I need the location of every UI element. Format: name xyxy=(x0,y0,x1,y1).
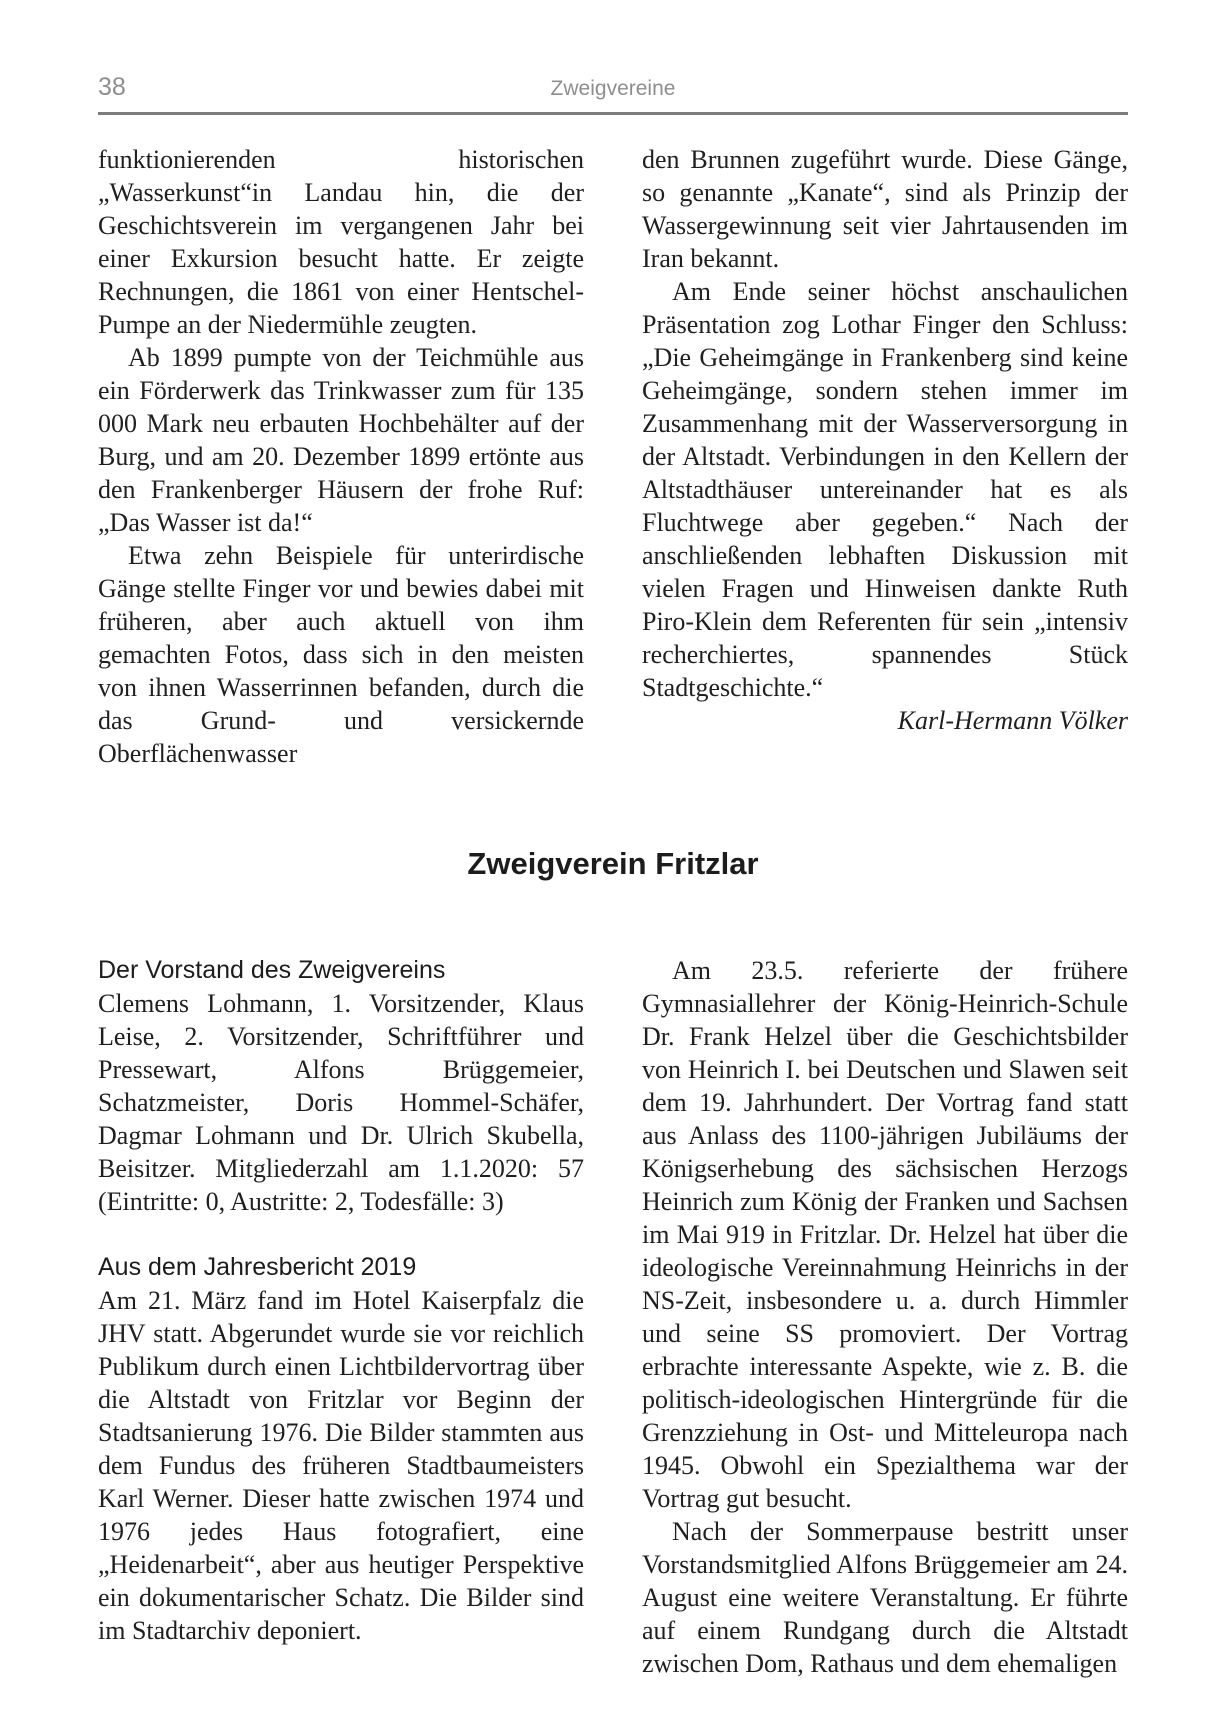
paragraph: Clemens Lohmann, 1. Vorsitzender, Klaus Leise, 2. Vorsitzender, Schriftführer und Pressewart, Alfons Brüggemeier, Schatzmeister, Doris Hommel-Schäfer, Dagmar Lohmann und Dr. Ulrich Skubella, Beisitzer. Mitgliederzahl am 1.1.2020: 57 (Eintritte: 0, Austritte: 2, Todesfälle: 3) xyxy=(98,989,584,1216)
paragraph: funktionierenden historischen „Wasserkunst“in Landau hin, die der Geschichtsverein im vergangenen Jahr bei einer Exkursion besucht hatte. Er zeigte Rechnungen, die 1861 von einer Hentschel-Pumpe an der Niedermühle zeugten. xyxy=(98,145,584,339)
article-frankenberg xyxy=(98,143,1128,770)
paragraph: Am Ende seiner höchst anschaulichen Präsentation zog Lothar Finger den Schluss: „Die Geheimgänge in Frankenberg sind keine Geheimgänge, sondern stehen immer im Zusammenhang mit der Wasserversorgung in der Altstadt. Verbindungen in den Kellern der Altstadthäuser untereinander hat es als Fluchtwege aber gegeben.“ Nach der anschließenden lebhaften Diskussion mit vielen Fragen und Hinweisen dankte Ruth Piro-Klein dem Referenten für sein „intensiv recherchiertes, spannendes Stück Stadtgeschichte.“ xyxy=(642,277,1128,702)
section-title: Zweigverein Fritzlar xyxy=(467,846,759,881)
header-rule xyxy=(98,112,1128,115)
paragraph: Nach der Sommerpause bestritt unser Vorstandsmitglied Alfons Brüggemeier am 24. August eine weitere Veranstaltung. Er führte auf einem Rundgang durch die Altstadt zwischen Dom, Rathaus und dem ehemaligen xyxy=(642,1517,1128,1678)
page-header xyxy=(98,74,1128,118)
paragraph: Ab 1899 pumpte von der Teichmühle aus ein Förderwerk das Trinkwasser zum für 135 000 Mark neu erbauten Hochbehälter auf der Burg, und am 20. Dezember 1899 ertönte aus den Frankenberger Häusern der frohe Ruf: „Das Wasser ist da!“ xyxy=(98,343,584,537)
fritzlar-right-column xyxy=(642,954,1128,1680)
paragraph: Etwa zehn Beispiele für unterirdische Gänge stellte Finger vor und bewies dabei mit früheren, aber auch aktuell von ihm gemachten Fotos, dass sich in den meisten von ihnen Wasserrinnen befanden, durch die das Grund- und versickernde Oberflächenwasser xyxy=(98,541,584,768)
subheading-jahresbericht: Aus dem Jahresbericht 2019 xyxy=(98,1253,417,1281)
running-title: Zweigvereine xyxy=(550,77,676,100)
paragraph: Am 23.5. referierte der frühere Gymnasiallehrer der König-Heinrich-Schule Dr. Frank Helzel über die Geschichtsbilder von Heinrich I. bei Deutschen und Slawen seit dem 19. Jahrhundert. Der Vortrag fand statt aus Anlass des 1100-jährigen Jubiläums der Königserhebung des sächsischen Herzogs Heinrich zum König der Franken und Sachsen im Mai 919 in Fritzlar. Dr. Helzel hat über die ideologische Vereinnahmung Heinrichs in der NS-Zeit, insbesondere u. a. durch Himmler und seine SS promoviert. Der Vortrag erbrachte interessante Aspekte, wie z. B. die politisch-ideologischen Hintergründe für die Grenzziehung in Ost- und Mitteleuropa nach 1945. Obwohl ein Spezialthema war der Vortrag gut besucht. xyxy=(642,956,1128,1513)
article-fritzlar xyxy=(98,954,1128,1680)
frankenberg-left-column xyxy=(98,143,584,770)
fritzlar-left-column xyxy=(98,954,584,1680)
page-content xyxy=(98,143,1128,1680)
page-number: 38 xyxy=(98,73,126,101)
author-signature: Karl-Hermann Völker xyxy=(897,706,1128,735)
frankenberg-right-column xyxy=(642,143,1128,770)
paragraph: den Brunnen zugeführt wurde. Diese Gänge, so genannte „Kanate“, sind als Prinzip der Wassergewinnung seit vier Jahrtausenden im Iran bekannt. xyxy=(642,145,1128,273)
subheading-vorstand: Der Vorstand des Zweigvereins xyxy=(98,956,446,984)
paragraph: Am 21. März fand im Hotel Kaiserpfalz die JHV statt. Abgerundet wurde sie vor reichlich Publikum durch einen Lichtbildervortrag über die Altstadt von Fritzlar vor Beginn der Stadtsanierung 1976. Die Bilder stammten aus dem Fundus des früheren Stadtbaumeisters Karl Werner. Dieser hatte zwischen 1974 und 1976 jedes Haus fotografiert, eine „Heidenarbeit“, aber aus heutiger Perspektive ein dokumentarischer Schatz. Die Bilder sind im Stadtarchiv deponiert. xyxy=(98,1286,584,1645)
